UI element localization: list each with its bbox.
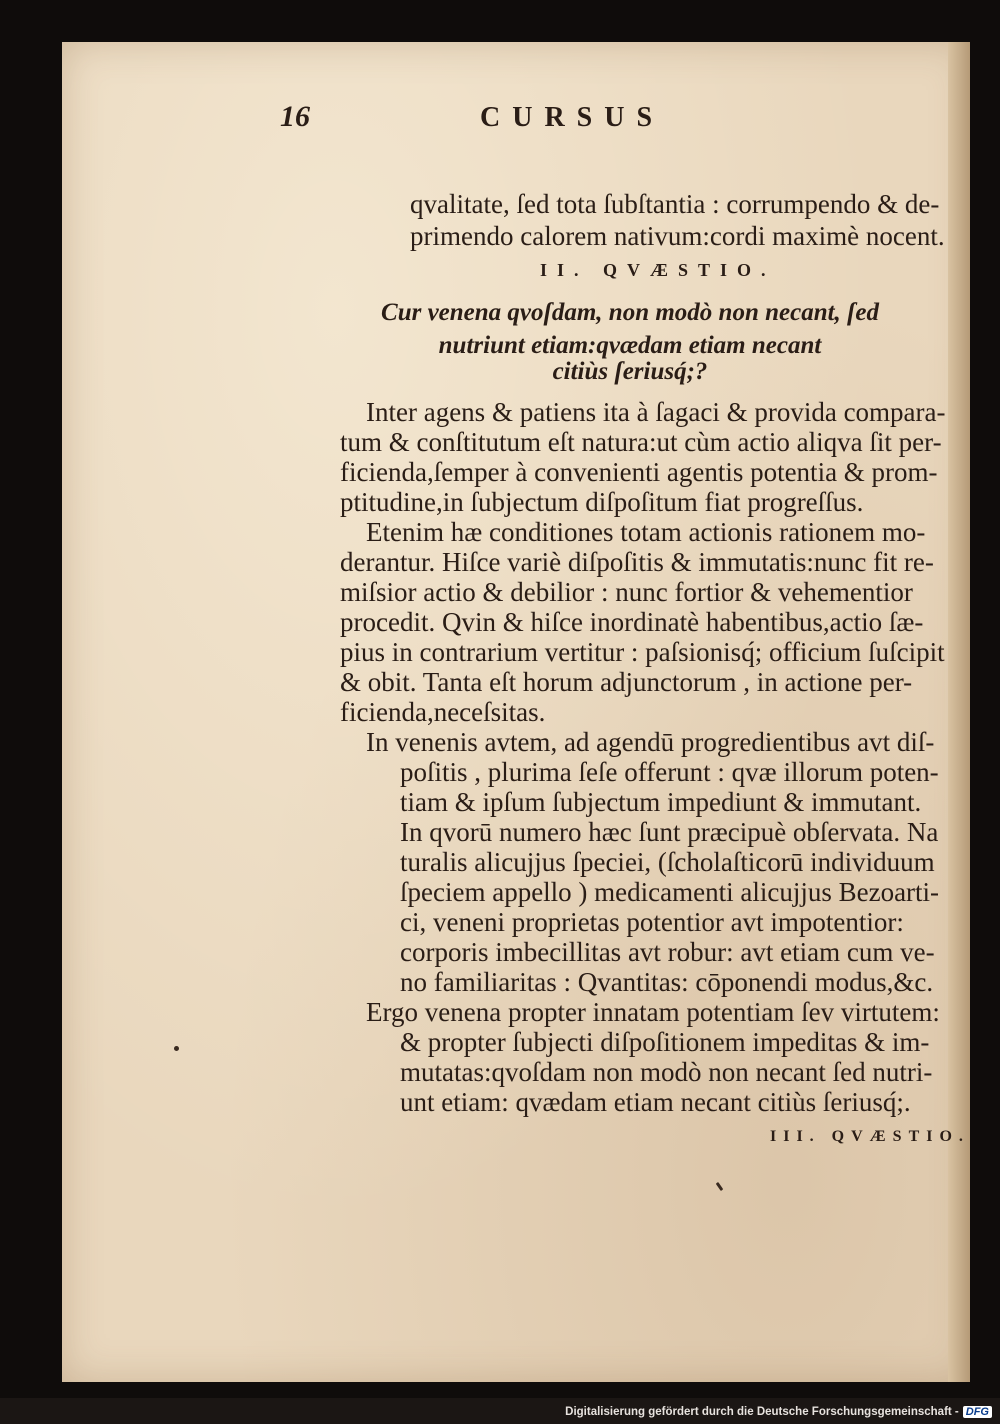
- dfg-logo-icon: DFG: [963, 1406, 992, 1418]
- running-title: CURSUS: [480, 102, 665, 133]
- text-line: derantur. Hiſce variè diſpoſitis & immutatis:nunc fit re-: [340, 547, 934, 577]
- footer-text: Digitalisierung gefördert durch die Deutsche Forschungsgemeinschaft -: [565, 1406, 959, 1418]
- text-line: miſsior actio & debilior : nunc fortior & vehementior: [340, 577, 913, 607]
- text-line: unt etiam: qvædam etiam necant citiùs ſeriusq́;.: [400, 1087, 911, 1117]
- text-line: no familiaritas : Qvantitas: cōponendi modus,&c.: [400, 967, 934, 997]
- question-label: II. QVÆSTIO.: [540, 260, 776, 280]
- digitization-footer: [565, 1406, 992, 1418]
- page-edge: [948, 42, 970, 1382]
- question-title-line: nutriunt etiam:qvædam etiam necant: [438, 332, 822, 359]
- text-line: ptitudine,in ſubjectum diſpoſitum fiat progreſſus.: [340, 487, 864, 517]
- question-title-line: Cur venena qvoſdam, non modò non necant, ſed: [381, 299, 879, 326]
- text-line: qvalitate, ſed tota ſubſtantia : corrumpendo & de-: [410, 189, 940, 219]
- text-line: primendo calorem nativum:cordi maximè nocent.: [410, 221, 945, 251]
- text-line: & obit. Tanta eſt horum adjunctorum , in actione per-: [340, 667, 913, 697]
- text-line: ficienda,neceſsitas.: [340, 697, 546, 727]
- text-line: ſpeciem appello ) medicamenti alicujjus Bezoarti-: [400, 877, 940, 907]
- text-line: In venenis avtem, ad agendū progredientibus avt diſ-: [366, 727, 935, 757]
- catchword: III. QVÆSTIO.: [770, 1128, 970, 1145]
- text-line: turalis alicujjus ſpeciei, (ſcholaſticorū individuum: [400, 847, 935, 877]
- text-line: Ergo venena propter innatam potentiam ſev virtutem:: [366, 997, 940, 1027]
- ink-speck: [174, 1046, 179, 1051]
- text-line: In qvorū numero hæc ſunt præcipuè obſervata. Na: [400, 817, 939, 847]
- text-line: pius in contrarium vertitur : paſsionisq́; officium ſuſcipit: [340, 637, 945, 667]
- text-line: ficienda,ſemper à convenienti agentis potentia & prom-: [340, 457, 938, 487]
- text-line: ci, veneni proprietas potentior avt impotentior:: [400, 907, 904, 937]
- text-line: procedit. Qvin & hiſce inordinatè habentibus,actio ſæ-: [340, 607, 924, 637]
- text-line: Inter agens & patiens ita à ſagaci & provida compara-: [366, 397, 946, 427]
- page-number: 16: [280, 100, 310, 133]
- text-line: Etenim hæ conditiones totam actionis rationem mo-: [366, 517, 926, 547]
- text-line: & propter ſubjecti diſpoſitionem impeditas & im-: [400, 1027, 930, 1057]
- text-line: tum & conſtitutum eſt natura:ut cùm actio aliqva ſit per-: [340, 427, 942, 457]
- text-line: tiam & ipſum ſubjectum impediunt & immutant.: [400, 787, 922, 817]
- question-title-line: citiùs ſeriusq́;?: [552, 358, 708, 385]
- running-head: [280, 100, 780, 134]
- text-line: corporis imbecillitas avt robur: avt etiam cum ve-: [400, 937, 935, 967]
- text-line: poſitis , plurima ſeſe offerunt : qvæ illorum poten-: [400, 757, 939, 787]
- text-line: mutatas:qvoſdam non modò non necant ſed nutri-: [400, 1057, 933, 1087]
